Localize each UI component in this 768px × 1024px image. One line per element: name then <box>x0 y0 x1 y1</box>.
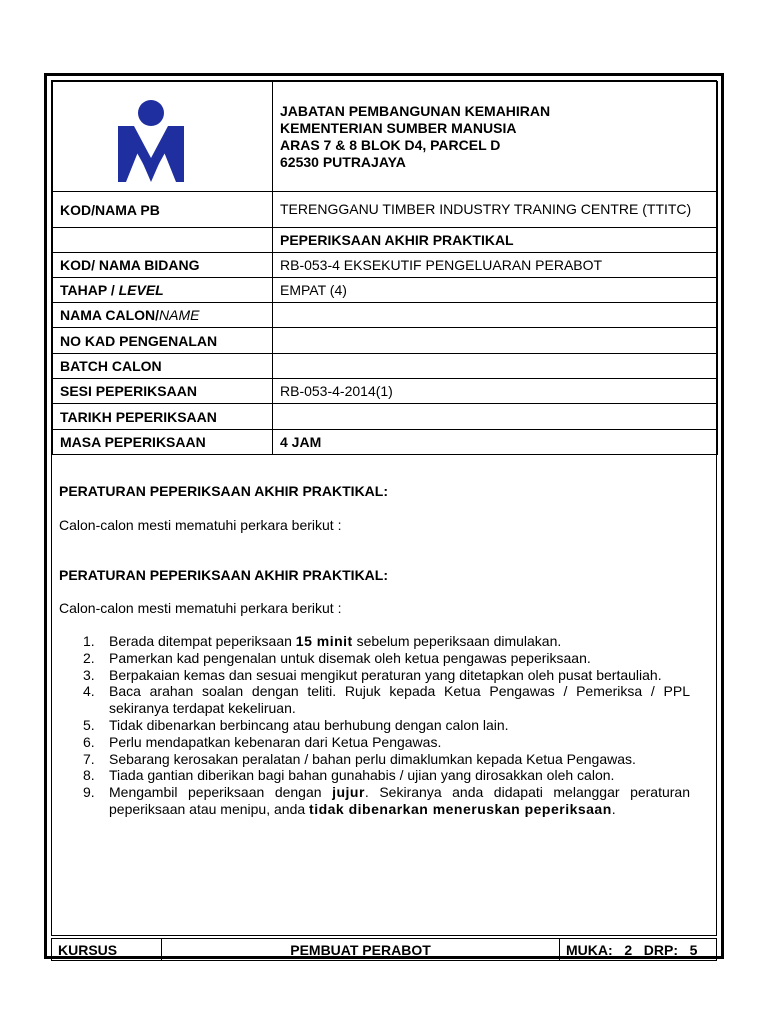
rule-text: Mengambil peperiksaan dengan <box>109 784 333 801</box>
rule-text: Tiada gantian diberikan bagi bahan gunahabis / ujian yang dirosakkan oleh calon. <box>109 767 615 784</box>
field-value-nama-calon <box>273 303 718 328</box>
rule-number: 3. <box>83 666 95 683</box>
field-value-no-kad <box>273 328 718 354</box>
rules-heading: PERATURAN PEPERIKSAAN AKHIR PRAKTIKAL: <box>59 483 389 499</box>
footer-kursus-value: PEMBUAT PERABOT <box>162 939 560 961</box>
field-label-tarikh: TARIKH PEPERIKSAAN <box>53 404 273 430</box>
field-value-sesi: RB-053-4-2014(1) <box>273 379 718 404</box>
rule-text: Sebarang kerosakan peralatan / bahan perlu dimaklumkan kepada Ketua Pengawas. <box>109 750 636 767</box>
exam-title: PEPERIKSAAN AKHIR PRAKTIKAL <box>273 228 718 253</box>
title-spacer <box>53 228 273 253</box>
footer-table <box>51 938 717 961</box>
field-label-no-kad: NO KAD PENGENALAN <box>53 328 273 354</box>
org-line: ARAS 7 & 8 BLOK D4, PARCEL D <box>280 136 501 153</box>
kod-nama-pb-value: TERENGGANU TIMBER INDUSTRY TRANING CENTRE (TTITC) <box>273 192 718 228</box>
rule-text: Baca arahan soalan dengan teliti. Rujuk kepada Ketua Pengawas / Pemeriksa / PPL sekiranya terdapat kekeliruan. <box>109 683 690 717</box>
rule-item <box>83 734 690 751</box>
rule-emphasis: tidak dibenarkan meneruskan peperiksaan <box>309 800 612 817</box>
rule-item <box>83 784 690 818</box>
field-label-batch: BATCH CALON <box>53 354 273 379</box>
logo-cell <box>53 82 273 192</box>
field-label-sesi: SESI PEPERIKSAAN <box>53 379 273 404</box>
rule-number: 8. <box>83 767 95 784</box>
organisation-address <box>273 82 718 192</box>
org-line: 62530 PUTRAJAYA <box>280 153 406 170</box>
rules-list <box>83 633 690 818</box>
rule-item <box>83 751 690 768</box>
field-value-masa: 4 JAM <box>273 430 718 455</box>
rules-heading: PERATURAN PEPERIKSAAN AKHIR PRAKTIKAL: <box>59 567 389 583</box>
document-inner-border <box>51 80 717 936</box>
rule-text: Berpakaian kemas dan sesuai mengikut peraturan yang ditetapkan oleh pusat bertauliah. <box>109 666 662 683</box>
rule-number: 6. <box>83 733 95 750</box>
rule-item <box>83 717 690 734</box>
kod-nama-pb-label: KOD/NAMA PB <box>53 192 273 228</box>
rule-number: 7. <box>83 750 95 767</box>
rule-text: sebelum peperiksaan dimulakan. <box>352 633 562 649</box>
rule-number: 1. <box>83 633 95 649</box>
field-value-bidang: RB-053-4 EKSEKUTIF PENGELUARAN PERABOT <box>273 253 718 278</box>
rule-text: Tidak dibenarkan berbincang atau berhubung dengan calon lain. <box>109 716 509 733</box>
rule-item <box>83 667 690 684</box>
header-table <box>52 81 718 455</box>
rule-item <box>83 767 690 784</box>
jpk-logo-icon <box>60 82 265 188</box>
field-value-batch <box>273 354 718 379</box>
org-line: JABATAN PEMBANGUNAN KEMAHIRAN <box>280 102 551 119</box>
rule-number: 9. <box>83 784 95 801</box>
rule-text: . <box>611 800 616 817</box>
rule-item <box>83 650 690 667</box>
rules-intro: Calon-calon mesti mematuhi perkara berikut : <box>59 600 342 616</box>
rule-emphasis: jujur <box>332 784 365 801</box>
rules-intro: Calon-calon mesti mematuhi perkara berikut : <box>59 517 342 533</box>
footer-page-count: MUKA: 2 DRP: 5 <box>560 939 717 961</box>
field-value-tarikh <box>273 404 718 430</box>
rule-number: 2. <box>83 649 95 666</box>
rule-text: Berada ditempat peperiksaan <box>109 633 296 649</box>
field-value-tahap: EMPAT (4) <box>273 278 718 303</box>
rule-text: Pamerkan kad pengenalan untuk disemak oleh ketua pengawas peperiksaan. <box>109 649 591 666</box>
field-label-tahap: TAHAP / LEVEL <box>53 278 273 303</box>
rule-number: 4. <box>83 683 95 700</box>
rule-item <box>83 683 690 717</box>
field-label-bidang: KOD/ NAMA BIDANG <box>53 253 273 278</box>
document-page <box>44 73 724 959</box>
rule-number: 5. <box>83 716 95 733</box>
rule-item <box>83 633 690 650</box>
org-line: KEMENTERIAN SUMBER MANUSIA <box>280 119 517 136</box>
footer-kursus-label: KURSUS <box>52 939 162 961</box>
rule-emphasis: 15 minit <box>295 633 353 649</box>
rule-text: Perlu mendapatkan kebenaran dari Ketua Pengawas. <box>109 733 442 750</box>
field-label-nama-calon: NAMA CALON/NAME <box>53 303 273 328</box>
field-label-masa: MASA PEPERIKSAAN <box>53 430 273 455</box>
rule-text: . Sekiranya anda didapati melanggar peraturan peperiksaan atau menipu, anda <box>109 784 690 817</box>
